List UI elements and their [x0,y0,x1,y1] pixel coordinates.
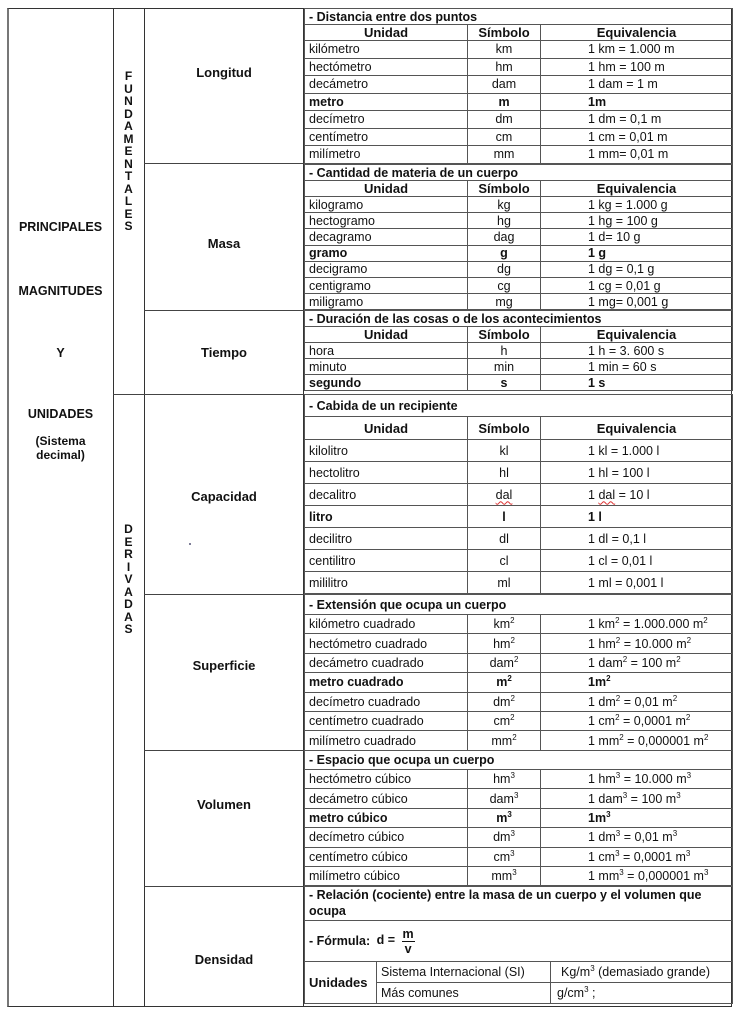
unit-equivalence: 1 ml = 0,001 l [541,572,733,594]
section-masa [304,164,732,310]
unit-row [305,711,733,730]
vertical-letter: T [124,169,133,183]
unit-row [305,506,733,528]
unit-name: kilómetro [305,41,468,59]
unit-name: hectómetro [305,58,468,76]
unit-symbol: hg [468,213,541,229]
magnitude-densidad: Densidad [194,952,254,967]
unit-equivalence: 1 hl = 100 l [541,462,733,484]
unit-row [305,692,733,711]
unit-symbol: $dm^3$ [468,828,541,847]
unit-name: mililitro [305,572,468,594]
unit-row [305,462,733,484]
unit-equivalence: 1 h = 3. 600 s [541,343,733,359]
unit-row [305,808,733,827]
longitud-table [304,8,733,164]
unit-name: decímetro [305,111,468,129]
unit-symbol: dam$^3$ [468,789,541,808]
vertical-letter: S [124,219,133,233]
vertical-letter: N [124,94,133,108]
unit-row [305,634,733,653]
column-divider [144,8,145,1007]
section-divider [144,163,304,164]
header-equivalencia: Equivalencia [541,181,733,197]
unit-symbol: hl [468,462,541,484]
unit-row [305,375,733,391]
unit-value: $Kg/m^3$ (demasiado grande) [551,962,733,983]
unit-symbol: dm [468,111,541,129]
header-equivalencia: Equivalencia [541,327,733,343]
unit-name: kilolitro [305,440,468,462]
unit-equivalence: 1 mm= 0,01 m [541,146,733,164]
vertical-letter: D [124,522,133,536]
unit-symbol: l [468,506,541,528]
unit-symbol: s [468,375,541,391]
unit-equivalence: 1 l [541,506,733,528]
vertical-letter: F [124,69,133,83]
unit-symbol: $dm^2$ [468,692,541,711]
title-line: UNIDADES [27,407,94,421]
unit-name: decilitro [305,528,468,550]
unit-name: litro [305,506,468,528]
unit-equivalence: 1 hg = 100 g [541,213,733,229]
vertical-letter: N [124,156,133,171]
unit-name: minuto [305,359,468,375]
vertical-letter: E [124,534,133,549]
tiempo-table [304,310,733,391]
unit-symbol: $m^2$ [468,673,541,692]
unit-symbol: m [468,93,541,111]
unit-name: metro cúbico [305,808,468,827]
header-simbolo: Símbolo [468,327,541,343]
unit-row [305,866,733,885]
vertical-letter: D [124,597,133,611]
vertical-letter: R [124,547,133,561]
unit-name: segundo [305,375,468,391]
vertical-letter: A [124,584,133,599]
magnitude-longitud: Longitud [196,65,252,80]
unit-row [305,673,733,692]
section-densidad [304,886,732,1004]
unit-equivalence: 1 mg= 0,001 g [541,294,733,310]
vertical-letter: M [123,131,134,146]
unit-symbol: g [468,245,541,261]
unit-name: decámetro cuadrado [305,653,468,672]
unit-row [305,615,733,634]
unit-equivalence: 1 g [541,245,733,261]
unit-equivalence: 1 $hm^2 = 10.000$ $m^2$ [541,634,733,653]
section-description: - Cabida de un recipiente [305,395,733,417]
unit-equivalence: 1 min = 60 s [541,359,733,375]
unit-name: decímetro cúbico [305,828,468,847]
unit-row [305,550,733,572]
unit-equivalence: 1 $dm^2 = 0,01$ $m^2$ [541,692,733,711]
formula-numerator: m [402,926,414,941]
unit-row [305,440,733,462]
unit-name: milímetro cuadrado [305,731,468,750]
header-equivalencia: Equivalencia [541,25,733,41]
unit-equivalence: 1 $dm^3 = 0,01$ $m^3$ [541,828,733,847]
formula-denominator: v [404,941,412,956]
vertical-letter: A [124,609,133,624]
unit-symbol: $hm^3$ [468,770,541,789]
unit-equivalence: 1 $mm^2 = 0,000001$ $m^2$ [541,731,733,750]
unit-symbol: mm [468,146,541,164]
unit-symbol: $mm^2$ [468,731,541,750]
unit-system: Sistema Internacional (SI) [377,962,551,983]
unit-name: centilitro [305,550,468,572]
unit-equivalence: 1 d= 10 g [541,229,733,245]
unit-name: metro [305,93,468,111]
unit-equivalence: 1 dal = 10 l [541,484,733,506]
unit-name: decímetro cuadrado [305,692,468,711]
unit-name: decámetro cúbico [305,789,468,808]
densidad-table [304,886,733,1004]
magnitude-masa: Masa [207,236,241,251]
vertical-letter: U [124,81,133,96]
unit-row [305,277,733,293]
unit-symbol: dal [468,484,541,506]
magnitude-superficie: Superficie [192,658,256,673]
unit-name: kilogramo [305,197,468,213]
vertical-letter: D [124,106,133,121]
unit-row [305,229,733,245]
section-description: - Extensión que ocupa un cuerpo [305,595,733,615]
stray-dot [189,543,191,545]
unit-name: hectolitro [305,462,468,484]
section-capacidad [304,394,732,594]
section-description: - Espacio que ocupa un cuerpo [305,751,733,770]
unit-equivalence: 1 dam$^2$ = 100 $m^2$ [541,653,733,672]
header-unidad: Unidad [305,181,468,197]
title-line: PRINCIPALES [18,220,103,234]
capacidad-table [304,394,733,594]
section-divider [144,886,304,887]
unit-name: gramo [305,245,468,261]
unit-equivalence: 1 dam = 1 m [541,76,733,94]
header-simbolo: Símbolo [468,181,541,197]
unit-symbol: hm [468,58,541,76]
section-divider [144,310,304,311]
unit-name: hectómetro cuadrado [305,634,468,653]
volumen-table [304,750,733,886]
unit-row [305,731,733,750]
unit-row [305,76,733,94]
header-simbolo: Símbolo [468,417,541,440]
unit-equivalence: $1m^3$ [541,808,733,827]
magnitude-tiempo: Tiempo [201,345,247,360]
header-equivalencia: Equivalencia [541,417,733,440]
unit-symbol: h [468,343,541,359]
unit-symbol: $mm^3$ [468,866,541,885]
unit-symbol: cl [468,550,541,572]
unit-row [305,359,733,375]
section-description: - Relación (cociente) entre la masa de un cuerpo y el volumen que ocupa [305,887,733,921]
section-divider [144,594,304,595]
unit-symbol: ml [468,572,541,594]
unit-name: centímetro cuadrado [305,711,468,730]
group-divider [113,394,304,395]
unit-row [305,58,733,76]
unit-equivalence: 1 kl = 1.000 l [541,440,733,462]
unit-equivalence: 1 dm = 0,1 m [541,111,733,129]
unit-name: kilómetro cuadrado [305,615,468,634]
unit-equivalence: $1m^2$ [541,673,733,692]
section-divider [144,750,304,751]
header-unidad: Unidad [305,417,468,440]
unit-name: milímetro [305,146,468,164]
group-label-derivadas [113,523,144,636]
unit-symbol: cg [468,277,541,293]
main-title [8,220,113,462]
unit-symbol: dg [468,261,541,277]
section-longitud [304,8,732,164]
unit-row [305,245,733,261]
header-unidad: Unidad [305,25,468,41]
unit-symbol: mg [468,294,541,310]
unit-equivalence: 1 hm = 100 m [541,58,733,76]
vertical-letter: I [126,559,131,574]
unit-row [305,213,733,229]
unit-row [305,847,733,866]
unit-row [305,789,733,808]
vertical-letter: A [124,119,133,133]
unit-name: decalitro [305,484,468,506]
unit-row [305,343,733,359]
unit-equivalence: 1 $cm^2 = 0,0001$ $m^2$ [541,711,733,730]
vertical-letter: E [124,144,133,158]
title-line: (Sistema [35,434,86,448]
header-simbolo: Símbolo [468,25,541,41]
unit-symbol: $hm^2$ [468,634,541,653]
unit-name: decigramo [305,261,468,277]
unit-equivalence: 1 cg = 0,01 g [541,277,733,293]
magnitude-volumen: Volumen [197,797,251,812]
density-formula [305,921,733,962]
unit-symbol: min [468,359,541,375]
unit-row [305,484,733,506]
section-tiempo [304,310,732,391]
unit-symbol: $km^2$ [468,615,541,634]
unit-name: milímetro cúbico [305,866,468,885]
unit-value: $g/cm^3$ ; [551,983,733,1004]
unit-equivalence: 1m [541,93,733,111]
unit-equivalence: 1 cl = 0,01 l [541,550,733,572]
unit-row [305,128,733,146]
unit-row [305,93,733,111]
unit-row [305,770,733,789]
unit-equivalence: 1 $cm^3 = 0,0001$ $m^3$ [541,847,733,866]
title-line: MAGNITUDES [18,284,103,298]
unit-name: decámetro [305,76,468,94]
unit-row [305,572,733,594]
unit-row [305,828,733,847]
section-volumen [304,750,732,886]
unit-equivalence: 1 s [541,375,733,391]
unit-symbol: kl [468,440,541,462]
unit-name: hectogramo [305,213,468,229]
unit-equivalence: 1 dl = 0,1 l [541,528,733,550]
masa-table [304,164,733,310]
magnitude-capacidad: Capacidad [191,489,257,504]
formula-label: - Fórmula: [309,933,371,948]
vertical-letter: E [124,206,133,221]
unit-name: centigramo [305,277,468,293]
unit-row [305,197,733,213]
unit-name: decagramo [305,229,468,245]
unit-symbol: cm [468,128,541,146]
unit-row [305,111,733,129]
unit-symbol: dag [468,229,541,245]
units-label: Unidades [305,962,377,1004]
unit-system: Más comunes [377,983,551,1004]
unit-equivalence: 1 dg = 0,1 g [541,261,733,277]
unit-equivalence: 1 km = 1.000 m [541,41,733,59]
unit-symbol: km [468,41,541,59]
group-label-fundamentales [113,70,144,233]
unit-symbol: dam [468,76,541,94]
unit-equivalence: 1 $hm^3 = 10.000$ $m^3$ [541,770,733,789]
unit-row [305,653,733,672]
unit-row [305,261,733,277]
vertical-letter: V [124,572,133,586]
unit-row [305,41,733,59]
title-line: Y [56,346,65,360]
unit-name: metro cuadrado [305,673,468,692]
vertical-letter: A [124,181,133,196]
unit-symbol: dl [468,528,541,550]
section-description: - Cantidad de materia de un cuerpo [305,165,733,181]
unit-equivalence: 1 $km^2 = 1.000.000$ $m^2$ [541,615,733,634]
unit-symbol: kg [468,197,541,213]
header-unidad: Unidad [305,327,468,343]
unit-name: hectómetro cúbico [305,770,468,789]
superficie-table [304,594,733,751]
unit-name: centímetro cúbico [305,847,468,866]
formula-fraction [402,927,415,956]
unit-equivalence: 1 cm = 0,01 m [541,128,733,146]
unit-name: miligramo [305,294,468,310]
formula-lhs: d = [376,933,396,948]
unit-row [305,528,733,550]
unit-equivalence: 1 $mm^3 = 0,000001$ $m^3$ [541,866,733,885]
unit-symbol: $cm^2$ [468,711,541,730]
unit-row [305,294,733,310]
section-description: - Distancia entre dos puntos [305,9,733,25]
section-description: - Duración de las cosas o de los acontecimientos [305,311,733,327]
vertical-letter: S [124,622,133,636]
vertical-letter: L [124,194,133,208]
section-superficie [304,594,732,751]
unit-name: hora [305,343,468,359]
unit-symbol: dam$^2$ [468,653,541,672]
unit-symbol: $cm^3$ [468,847,541,866]
title-line: decimal) [36,448,85,462]
unit-equivalence: 1 kg = 1.000 g [541,197,733,213]
unit-symbol: $m^3$ [468,808,541,827]
unit-equivalence: 1 dam$^3$ = 100 $m^3$ [541,789,733,808]
unit-row [305,146,733,164]
unit-name: centímetro [305,128,468,146]
